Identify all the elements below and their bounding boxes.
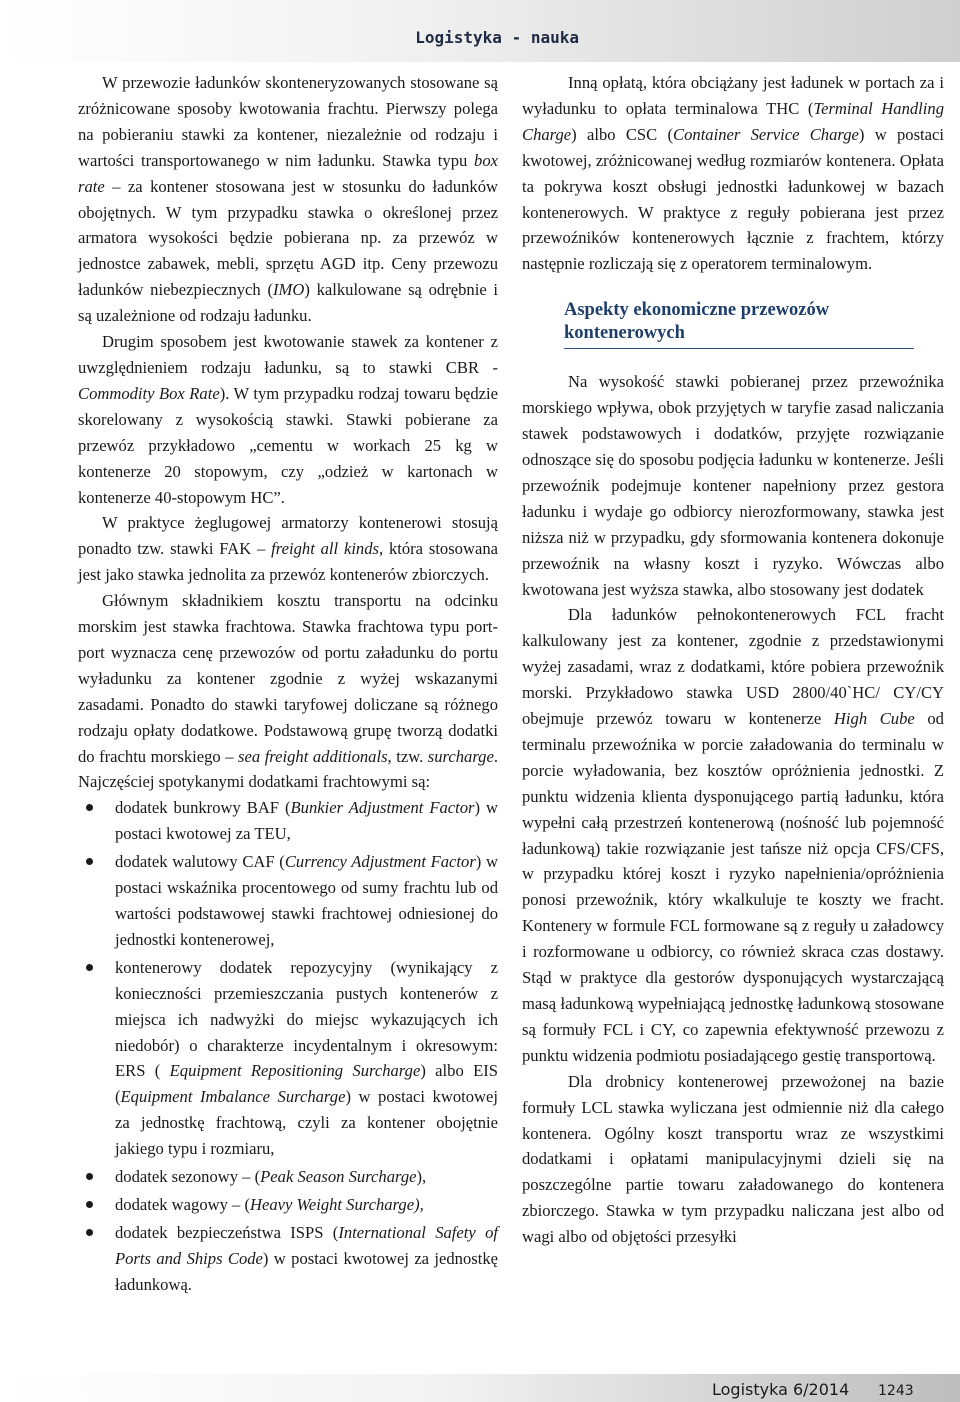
- surcharge-list: [78, 795, 498, 1297]
- bullet-icon: [86, 1173, 93, 1180]
- section-heading: Aspekty ekonomiczne przewozów kontenerowych: [564, 299, 914, 349]
- paragraph: Głównym składnikiem kosztu transportu na odcinku morskim jest stawka frachtowa. Stawka frachtowa typu port-port wyznacza cenę przewozów od portu załadunku do portu wyładunku za kontener zgodnie z wyżej wskazanymi zasadami. Ponadto do stawki taryfowej doliczane są różnego rodzaju opłaty dodatkowe. Podstawową grupę tworzą dodatki do frachtu morskiego – sea freight additionals, tzw. surcharge. Najczęściej spotykanymi dodatkami frachtowymi są:: [78, 591, 498, 792]
- bullet-icon: [86, 1201, 93, 1208]
- bullet-icon: [86, 964, 93, 971]
- running-header-title: Logistyka - nauka: [415, 28, 579, 47]
- paragraph: Dla drobnicy kontenerowej przewożonej na bazie formuły LCL stawka wyliczana jest odmiennie niż dla całego kontenera. Ogólny koszt transportu wraz ze wszystkimi dodatkami i opłatami manipulacyjnymi dzieli się na poszczególne partie towaru załadowanego do kontenera zbiorczego. Stawka w tym przypadku naliczana jest albo od wagi albo od objętości przesyłki: [522, 1071, 944, 1247]
- bullet-icon: [86, 858, 93, 865]
- paragraph: Dla ładunków pełnokontenerowych FCL fracht kalkulowany jest za kontener, zgodnie z przedstawionymi wyżej zasadami, wraz z dodatkami, które pobiera przewoźnik morski. Przykładowo stawka USD 2800/40`HC/ CY/CY obejmuje przewóz towaru w kontenerze High Cube od terminalu przewoźnika w porcie załadowania do terminalu w porcie wyładowania, bez kosztów opróżnienia jednostki. Z punktu widzenia klienta dysponującego partią ładunku, która wypełni całą przestrzeń kontenerową (nośność lub pojemność ładunkową) takie rozwiązanie jest tańsze niż opcja CFS/CFS, w przypadku której koszt i ryzyko napełnienia/opróżnienia ponosi przewoźnik, który wkalkuluje te koszty we fracht. Kontenery w formule FCL formowane są z reguły u załadowcy i rozformowane u odbiorcy, co również skraca czas dostawy. Stąd w praktyce dla gestorów dysponujących wystarczającą masą ładunkową wypełniającą jednostkę ładunkową stosowane są formuły FCL i CY, co zapewnia efektywność przewozu z punktu widzenia podmiotu posiadającego gestię transportową.: [522, 605, 944, 1065]
- list-item: dodatek sezonowy – (Peak Season Surcharge),: [78, 1164, 498, 1190]
- page-number: 1243: [878, 1383, 914, 1399]
- left-column: [78, 70, 498, 1298]
- list-item: dodatek wagowy – (Heavy Weight Surcharge),: [78, 1192, 498, 1218]
- paragraph: W praktyce żeglugowej armatorzy kontenerowi stosują ponadto tzw. stawki FAK – freight all kinds, która stosowana jest jako stawka jednolita za przewóz kontenerów zbiorczych.: [78, 513, 498, 585]
- paragraph: Na wysokość stawki pobieranej przez przewoźnika morskiego wpływa, obok przyjętych w taryfie zasad naliczania stawek podstawowych i dodatków, przyjęte rozwiązanie odnoszące się do sposobu podjęcia ładunku w kontenerze. Jeśli przewoźnik podejmuje kontener napełniony przez gestora ładunku i wydaje go odbiorcy nierozformowany, stawka jest niższa niż w przypadku, gdy sformowania kontenera dokonuje przewoźnik na własny koszt i ryzyko. Wówczas albo kwotowana jest wyższa stawka, albo stosowany jest dodatek: [522, 372, 944, 599]
- list-item: dodatek walutowy CAF (Currency Adjustment Factor) w postaci wskaźnika procentowego od sumy frachtu lub od wartości podstawowej stawki frachtowej odniesionej do jednostki kontenerowej,: [78, 849, 498, 953]
- bullet-icon: [86, 1229, 93, 1236]
- journal-issue: Logistyka 6/2014: [712, 1380, 850, 1399]
- list-item: kontenerowy dodatek repozycyjny (wynikający z konieczności przemieszczania pustych kontenerów z miejsca ich nadwyżki do miejsc wykazujących ich niedobór) o charakterze incydentalnym i okresowym: ERS ( Equipment Repositioning Surcharge) albo EIS (Equipment Imbalance Surcharge) w postaci kwotowej za jednostkę frachtową, czyli za kontener obojętnie jakiego typu i rozmiaru,: [78, 955, 498, 1162]
- bullet-icon: [86, 804, 93, 811]
- paragraph: W przewozie ładunków skonteneryzowanych stosowane są zróżnicowane sposoby kwotowania frachtu. Pierwszy polega na pobieraniu stawki za kontener, niezależnie od rodzaju i wartości transportowanego w nim ładunku. Stawka typu box rate – za kontener stosowana jest w stosunku do ładunków obojętnych. W tym przypadku stawka o określonej przez armatora wysokości będzie pobierana np. za przewóz w jednostce zabawek, mebli, sprzętu AGD itp. Ceny przewozu ładunków niebezpiecznych (IMO) kalkulowane są odrębnie i są uzależnione od rodzaju ładunku.: [78, 73, 499, 326]
- list-item: dodatek bezpieczeństwa ISPS (International Safety of Ports and Ships Code) w postaci kwotowej za jednostkę ładunkową.: [78, 1220, 498, 1298]
- list-item: dodatek bunkrowy BAF (Bunkier Adjustment Factor) w postaci kwotowej za TEU,: [78, 795, 498, 847]
- paragraph: Inną opłatą, która obciążany jest ładunek w portach za i wyładunku to opłata terminalowa THC (Terminal Handling Charge) albo CSC (Container Service Charge) w postaci kwotowej, zróżnicowanej według rozmiarów kontenera. Opłata ta pokrywa koszt obsługi jednostki ładunkowej w bazach kontenerowych. W praktyce z reguły pobierana jest przez przewoźników kontenerowych łącznie z frachtem, którzy następnie rozliczają się z operatorem terminalowym.: [522, 73, 944, 274]
- right-column: [522, 70, 944, 1250]
- paragraph: Drugim sposobem jest kwotowanie stawek za kontener z uwzględnieniem rodzaju ładunku, są to stawki CBR - Commodity Box Rate). W tym przypadku rodzaj towaru będzie skorelowany z wysokością stawki. Stawki pobierane za przewóz przykładowo „cementu w workach 25 kg w kontenerze 20 stopowym, czy „odzież w kartonach w kontenerze 40-stopowym HC”.: [78, 332, 498, 507]
